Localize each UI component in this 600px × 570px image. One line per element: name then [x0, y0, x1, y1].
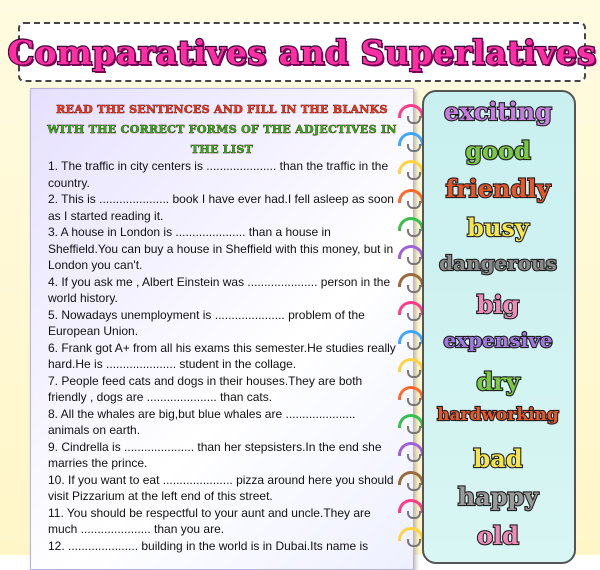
binder-ring: [398, 442, 424, 456]
exercise-item: 5. Nowadays unemployment is ..................... problem of the European Union.: [48, 307, 365, 338]
binder-ring: [398, 527, 424, 541]
binder-ring: [398, 330, 424, 344]
binder-ring: [398, 160, 424, 174]
adjective-dry: dry: [476, 366, 520, 396]
binder-ring: [398, 217, 424, 231]
instructions-line-2: WITH THE CORRECT FORMS OF THE ADJECTIVES IN THE LIST: [47, 123, 397, 156]
binder-ring: [398, 301, 424, 315]
exercise-item: 11. You should be respectful to your aunt and uncle.They are much ..................... than you are.: [48, 505, 371, 536]
title-banner: [7, 22, 597, 82]
adjective-old: old: [477, 520, 519, 550]
binder-ring: [398, 471, 424, 485]
exercise-item: 7. People feed cats and dogs in their houses.They are both friendly , dogs are ..................... than cats.: [48, 373, 363, 404]
adjective-big: big: [476, 289, 520, 319]
instructions-line-1: READ THE SENTENCES AND FILL IN THE BLANKS: [56, 103, 388, 116]
exercise-item: 4. If you ask me , Albert Einstein was ..................... person in the world history.: [48, 274, 391, 305]
binder-ring: [398, 132, 424, 146]
instructions: [38, 100, 406, 160]
adjective-dangerous: dangerous: [439, 251, 557, 275]
exercise-item: 10. If you want to eat ..................... pizza around here you should visit Pizzarium at the left end of this street.: [48, 472, 394, 503]
exercise-item: 3. A house in London is ..................... than a house in Sheffield.You can buy a house in Sheffield with this money, but in London you can't.: [48, 225, 394, 272]
binder-ring: [398, 189, 424, 203]
adjective-busy: busy: [467, 212, 529, 242]
exercise-item: 8. All the whales are big,but blue whales are ..................... animals on earth.: [48, 406, 356, 437]
exercise-list: [48, 158, 398, 554]
exercise-item: 2. This is ..................... book I have ever had.I fell asleep as soon as I started reading it.: [48, 192, 394, 223]
adjective-exciting: exciting: [444, 97, 552, 126]
adjective-expensive: expensive: [443, 328, 553, 352]
adjective-bad: bad: [473, 443, 523, 473]
binder-ring: [398, 245, 424, 259]
exercise-item: 1. The traffic in city centers is ..................... than the traffic in the country.: [48, 159, 389, 190]
exercise-item: 6. Frank got A+ from all his exams this semester.He studies really hard.He is ..................... student in the collage.: [48, 340, 396, 371]
binder-ring: [398, 386, 424, 400]
exercise-item: 12. ..................... building in the world is in Dubai.Its name is: [48, 538, 369, 553]
binder-ring: [398, 273, 424, 287]
adjective-good: good: [465, 135, 531, 165]
binder-ring: [398, 104, 424, 118]
adjective-friendly: friendly: [445, 174, 551, 203]
adjective-happy: happy: [457, 482, 539, 511]
adjective-hardworking: hardworking: [437, 405, 559, 425]
worksheet-title: Comparatives and Superlatives: [7, 32, 597, 72]
binder-ring: [398, 414, 424, 428]
exercise-item: 9. Cindrella is ..................... than her stepsisters.In the end she marries the prince.: [48, 439, 382, 470]
binder-ring: [398, 358, 424, 372]
binder-ring: [398, 499, 424, 513]
